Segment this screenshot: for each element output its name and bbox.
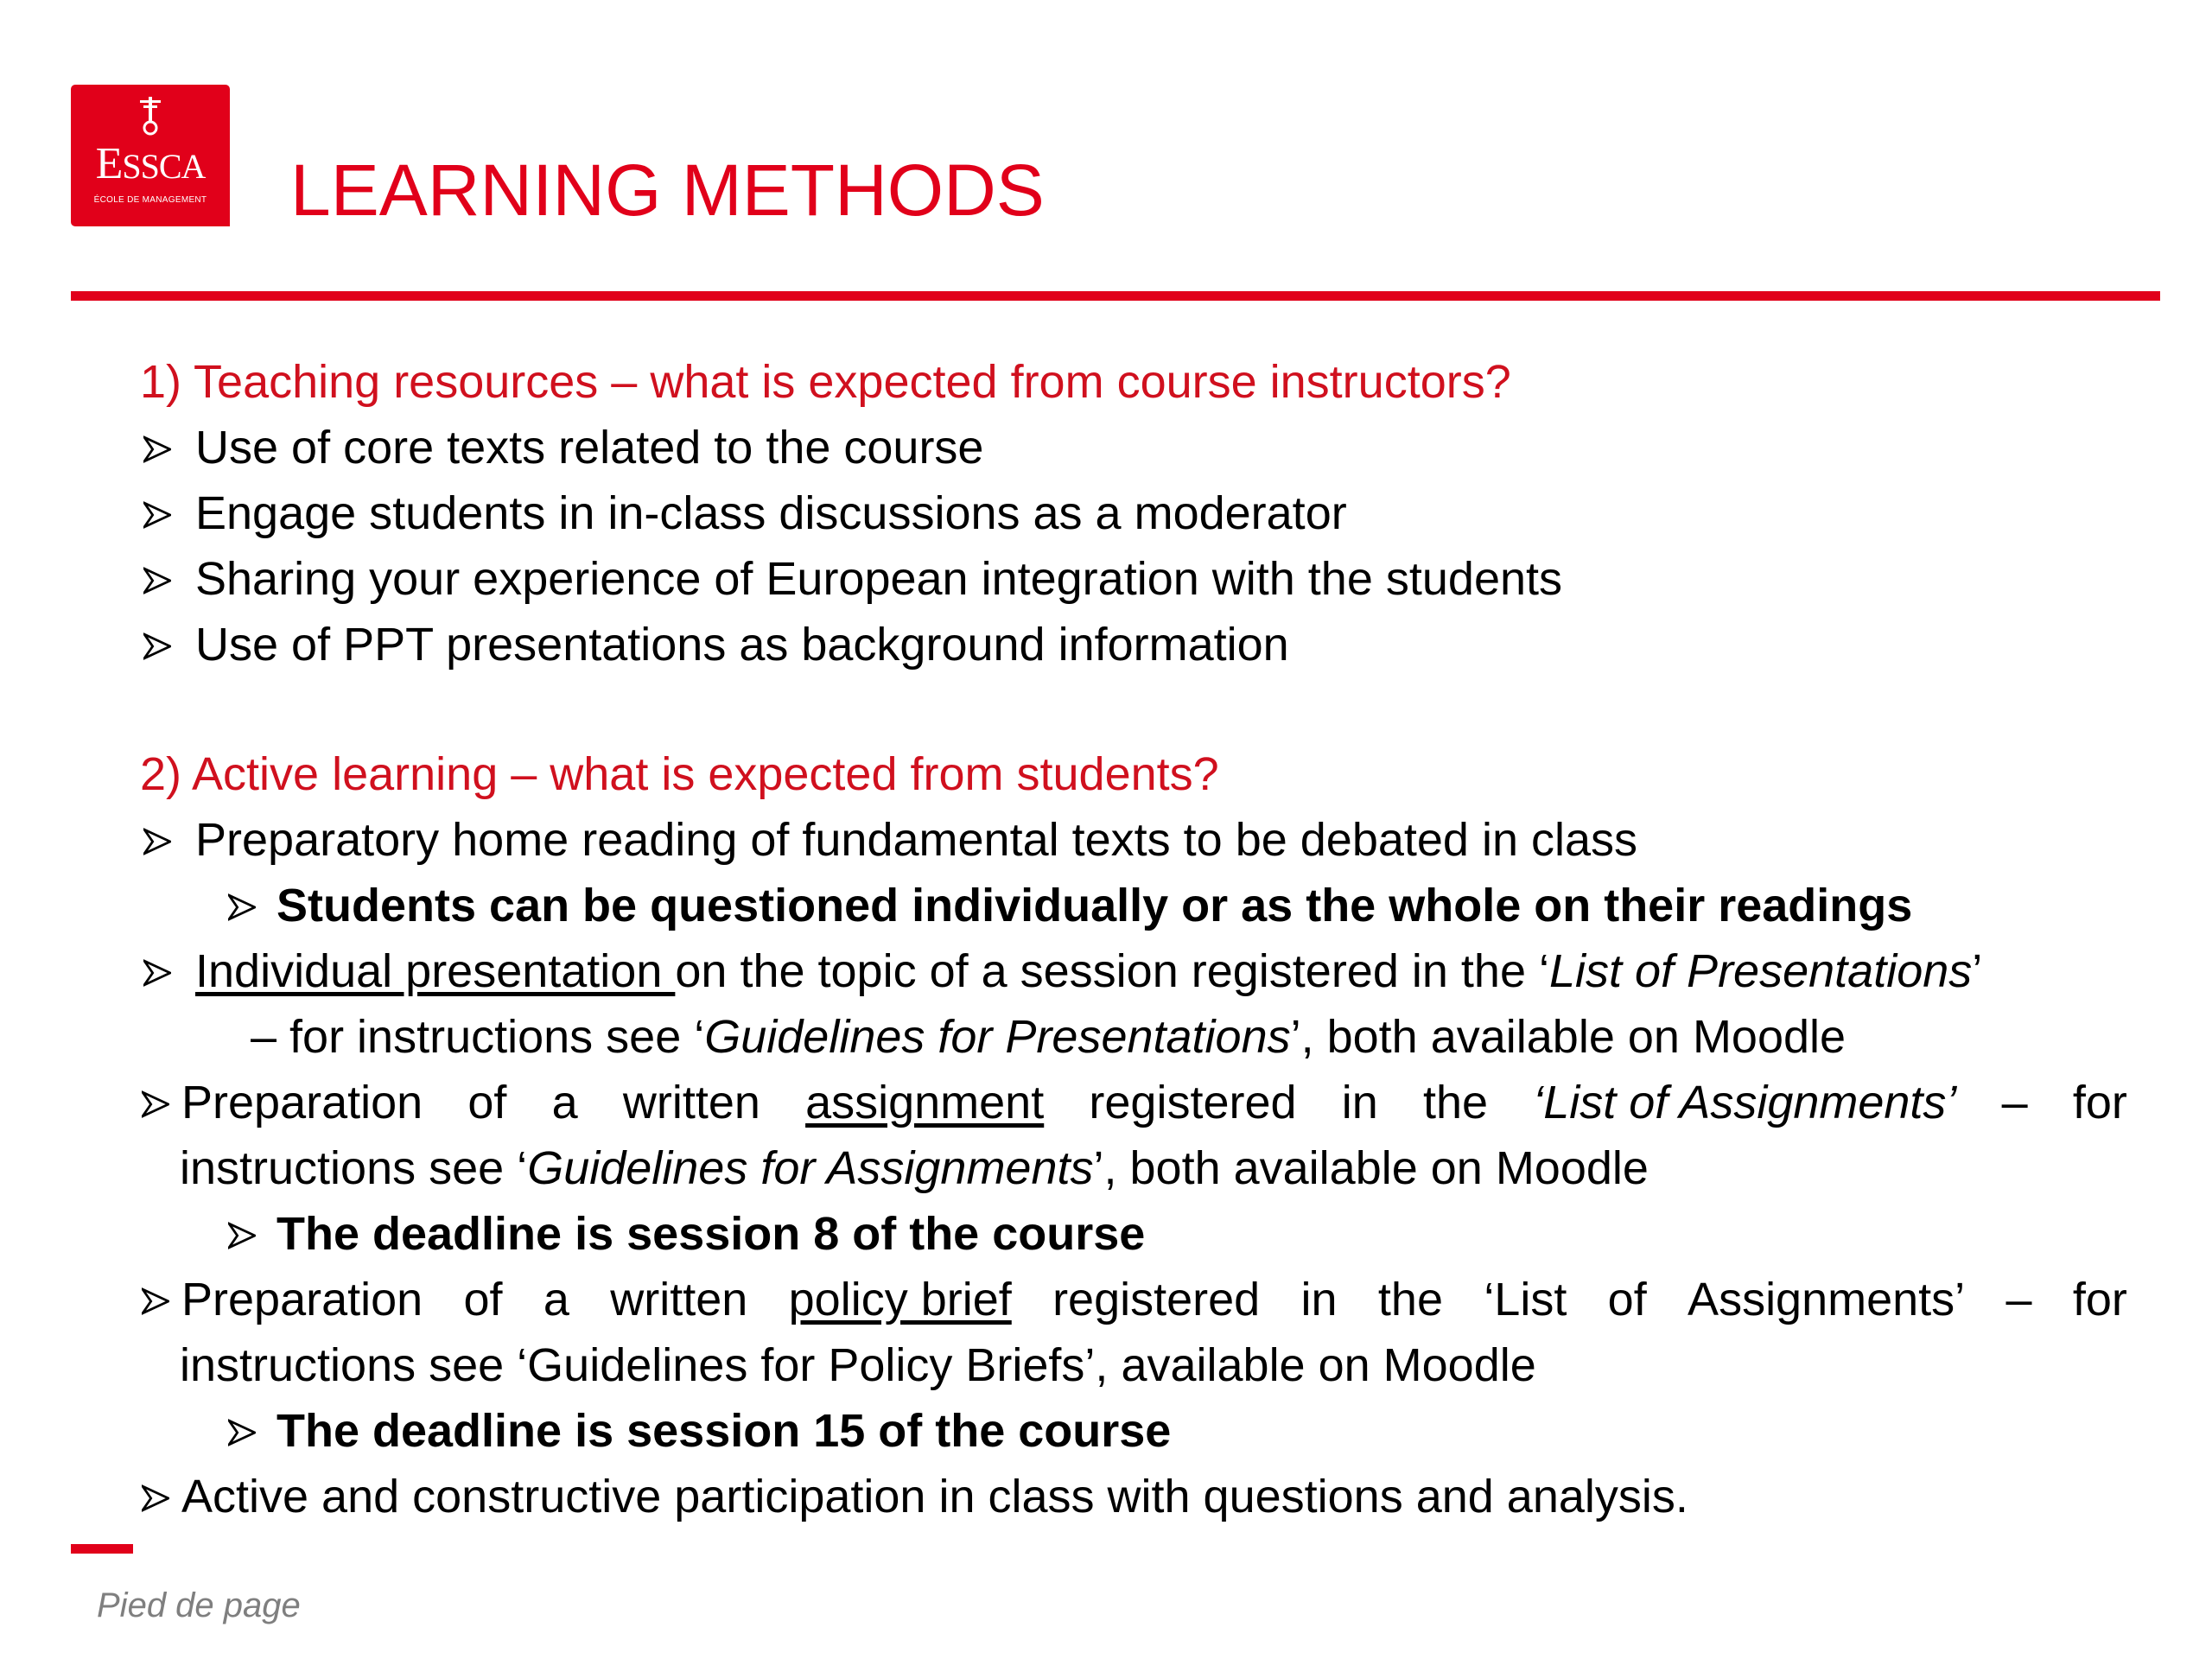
key-emblem-icon bbox=[135, 95, 166, 137]
list-item: Active and constructive participation in class with questions and analysis. bbox=[140, 1469, 1688, 1524]
arrow-bullet-icon bbox=[143, 435, 171, 463]
list-item-continuation: instructions see ‘Guidelines for Policy Briefs’, available on Moodle bbox=[180, 1339, 1536, 1391]
list-item: Use of PPT presentations as background information bbox=[140, 617, 1289, 672]
section-1-heading: 1) Teaching resources – what is expected from course instructors? bbox=[140, 356, 1511, 408]
footer-text: Pied de page bbox=[97, 1586, 301, 1624]
section-2-heading: 2) Active learning – what is expected from students? bbox=[140, 748, 1219, 800]
list-item: Sharing your experience of European integration with the students bbox=[140, 551, 1562, 607]
logo-tagline: ÉCOLE DE MANAGEMENT bbox=[93, 195, 207, 205]
list-subitem: The deadline is session 8 of the course bbox=[226, 1206, 1145, 1262]
list-item: Preparation of a written policy brief registered in the ‘List of Assignments’ – for bbox=[140, 1272, 2127, 1327]
arrow-bullet-icon bbox=[228, 1419, 256, 1446]
essca-logo bbox=[71, 85, 230, 226]
list-item: Preparatory home reading of fundamental texts to be debated in class bbox=[140, 812, 1637, 868]
list-subitem: The deadline is session 15 of the course bbox=[226, 1403, 1171, 1459]
list-item: Preparation of a written assignment registered in the ‘List of Assignments’ – for bbox=[140, 1075, 2127, 1130]
arrow-bullet-icon bbox=[143, 501, 171, 529]
arrow-bullet-icon bbox=[143, 959, 171, 987]
list-item-continuation: – for instructions see ‘Guidelines for Presentations’, both available on Moodle bbox=[251, 1011, 1847, 1063]
footer-accent-bar bbox=[71, 1544, 133, 1554]
arrow-bullet-icon bbox=[142, 1484, 169, 1512]
arrow-bullet-icon bbox=[143, 632, 171, 660]
arrow-bullet-icon bbox=[143, 828, 171, 855]
arrow-bullet-icon bbox=[143, 567, 171, 594]
slide-title: LEARNING METHODS bbox=[290, 149, 1045, 231]
arrow-bullet-icon bbox=[228, 1222, 256, 1249]
arrow-bullet-icon bbox=[142, 1287, 169, 1315]
list-item: Individual presentation on the topic of a session registered in the ‘List of Presentations’ bbox=[140, 944, 1982, 999]
list-item-continuation: instructions see ‘Guidelines for Assignments’, both available on Moodle bbox=[180, 1142, 1649, 1194]
logo-wordmark: ESSCA bbox=[95, 139, 206, 188]
arrow-bullet-icon bbox=[142, 1090, 169, 1118]
list-item: Use of core texts related to the course bbox=[140, 420, 983, 475]
list-subitem: Students can be questioned individually or as the whole on their readings bbox=[226, 878, 1912, 933]
title-rule bbox=[71, 291, 2160, 301]
arrow-bullet-icon bbox=[228, 893, 256, 921]
list-item: Engage students in in-class discussions as a moderator bbox=[140, 486, 1347, 541]
